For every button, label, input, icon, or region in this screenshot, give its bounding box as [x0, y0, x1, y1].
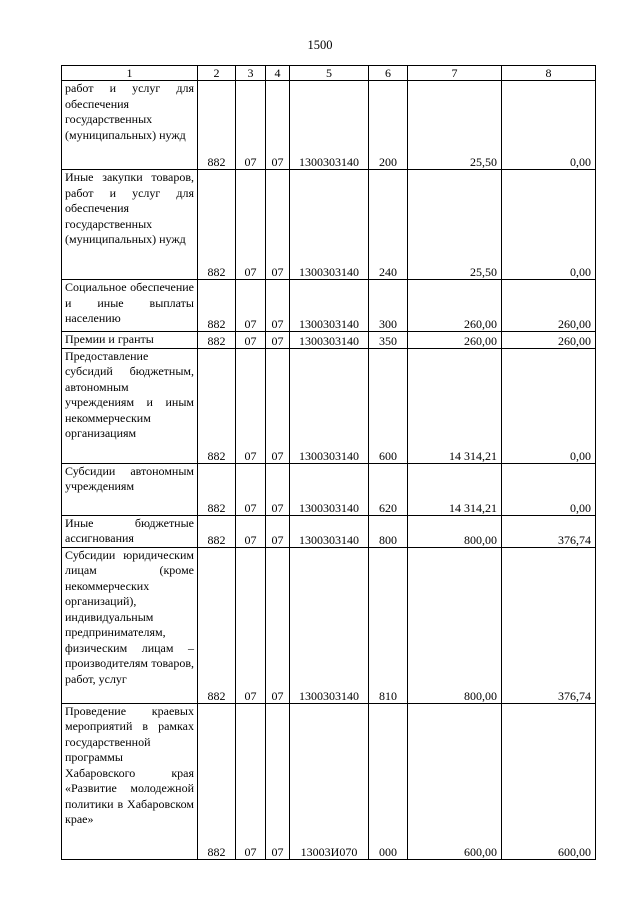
table-row [62, 463, 596, 515]
table-row [62, 280, 596, 332]
section-code: 07 [236, 280, 266, 332]
target-article-code: 1300303140 [290, 332, 369, 349]
admin-code: 882 [198, 348, 236, 463]
table-row [62, 547, 596, 703]
budget-table [61, 65, 596, 860]
column-header: 1 [62, 66, 198, 81]
expense-type-code: 810 [369, 547, 408, 703]
column-header: 3 [236, 66, 266, 81]
section-code: 07 [236, 348, 266, 463]
page-number: 1500 [307, 38, 333, 52]
executed-amount: 376,74 [502, 547, 596, 703]
admin-code: 882 [198, 81, 236, 170]
table-header-row [62, 66, 596, 81]
target-article-code: 13003И070 [290, 703, 369, 859]
row-name: работ и услуг для обеспечения государственных (муниципальных) нужд [62, 81, 198, 170]
planned-amount: 14 314,21 [408, 463, 502, 515]
executed-amount: 0,00 [502, 463, 596, 515]
admin-code: 882 [198, 547, 236, 703]
executed-amount: 376,74 [502, 515, 596, 547]
planned-amount: 800,00 [408, 547, 502, 703]
subsection-code: 07 [266, 515, 290, 547]
expense-type-code: 300 [369, 280, 408, 332]
column-header: 2 [198, 66, 236, 81]
admin-code: 882 [198, 280, 236, 332]
executed-amount: 0,00 [502, 170, 596, 280]
column-header: 8 [502, 66, 596, 81]
subsection-code: 07 [266, 81, 290, 170]
row-name: Субсидии автономным учреждениям [62, 463, 198, 515]
target-article-code: 1300303140 [290, 547, 369, 703]
section-code: 07 [236, 332, 266, 349]
section-code: 07 [236, 170, 266, 280]
row-name: Субсидии юридическим лицам (кроме некоммерческих организаций), индивидуальным предпринимателям, физическим лицам – производителям товаров, работ, услуг [62, 547, 198, 703]
table-row [62, 703, 596, 859]
row-name: Премии и гранты [62, 332, 198, 349]
section-code: 07 [236, 81, 266, 170]
planned-amount: 800,00 [408, 515, 502, 547]
section-code: 07 [236, 703, 266, 859]
subsection-code: 07 [266, 280, 290, 332]
table-row [62, 332, 596, 349]
subsection-code: 07 [266, 703, 290, 859]
admin-code: 882 [198, 703, 236, 859]
table-row [62, 348, 596, 463]
subsection-code: 07 [266, 348, 290, 463]
section-code: 07 [236, 463, 266, 515]
column-header: 7 [408, 66, 502, 81]
subsection-code: 07 [266, 463, 290, 515]
target-article-code: 1300303140 [290, 280, 369, 332]
row-name: Проведение краевых мероприятий в рамках государственной программы Хабаровского края «Развитие молодежной политики в Хабаровском крае» [62, 703, 198, 859]
target-article-code: 1300303140 [290, 170, 369, 280]
planned-amount: 25,50 [408, 81, 502, 170]
subsection-code: 07 [266, 170, 290, 280]
expense-type-code: 240 [369, 170, 408, 280]
admin-code: 882 [198, 170, 236, 280]
subsection-code: 07 [266, 547, 290, 703]
planned-amount: 14 314,21 [408, 348, 502, 463]
expense-type-code: 200 [369, 81, 408, 170]
expense-type-code: 620 [369, 463, 408, 515]
section-code: 07 [236, 515, 266, 547]
column-header: 6 [369, 66, 408, 81]
planned-amount: 260,00 [408, 332, 502, 349]
admin-code: 882 [198, 515, 236, 547]
expense-type-code: 800 [369, 515, 408, 547]
subsection-code: 07 [266, 332, 290, 349]
table-body [62, 81, 596, 860]
executed-amount: 0,00 [502, 81, 596, 170]
table-row [62, 515, 596, 547]
executed-amount: 260,00 [502, 332, 596, 349]
executed-amount: 600,00 [502, 703, 596, 859]
section-code: 07 [236, 547, 266, 703]
row-name: Иные бюджетные ассигнования [62, 515, 198, 547]
planned-amount: 600,00 [408, 703, 502, 859]
column-header: 4 [266, 66, 290, 81]
expense-type-code: 000 [369, 703, 408, 859]
row-name: Иные закупки товаров, работ и услуг для обеспечения государственных (муниципальных) нужд [62, 170, 198, 280]
target-article-code: 1300303140 [290, 463, 369, 515]
admin-code: 882 [198, 463, 236, 515]
expense-type-code: 350 [369, 332, 408, 349]
table-row [62, 81, 596, 170]
executed-amount: 0,00 [502, 348, 596, 463]
table-row [62, 170, 596, 280]
admin-code: 882 [198, 332, 236, 349]
planned-amount: 25,50 [408, 170, 502, 280]
row-name: Предоставление субсидий бюджетным, автономным учреждениям и иным некоммерческим организациям [62, 348, 198, 463]
target-article-code: 1300303140 [290, 81, 369, 170]
target-article-code: 1300303140 [290, 348, 369, 463]
expense-type-code: 600 [369, 348, 408, 463]
row-name: Социальное обеспечение и иные выплаты населению [62, 280, 198, 332]
column-header: 5 [290, 66, 369, 81]
target-article-code: 1300303140 [290, 515, 369, 547]
executed-amount: 260,00 [502, 280, 596, 332]
planned-amount: 260,00 [408, 280, 502, 332]
